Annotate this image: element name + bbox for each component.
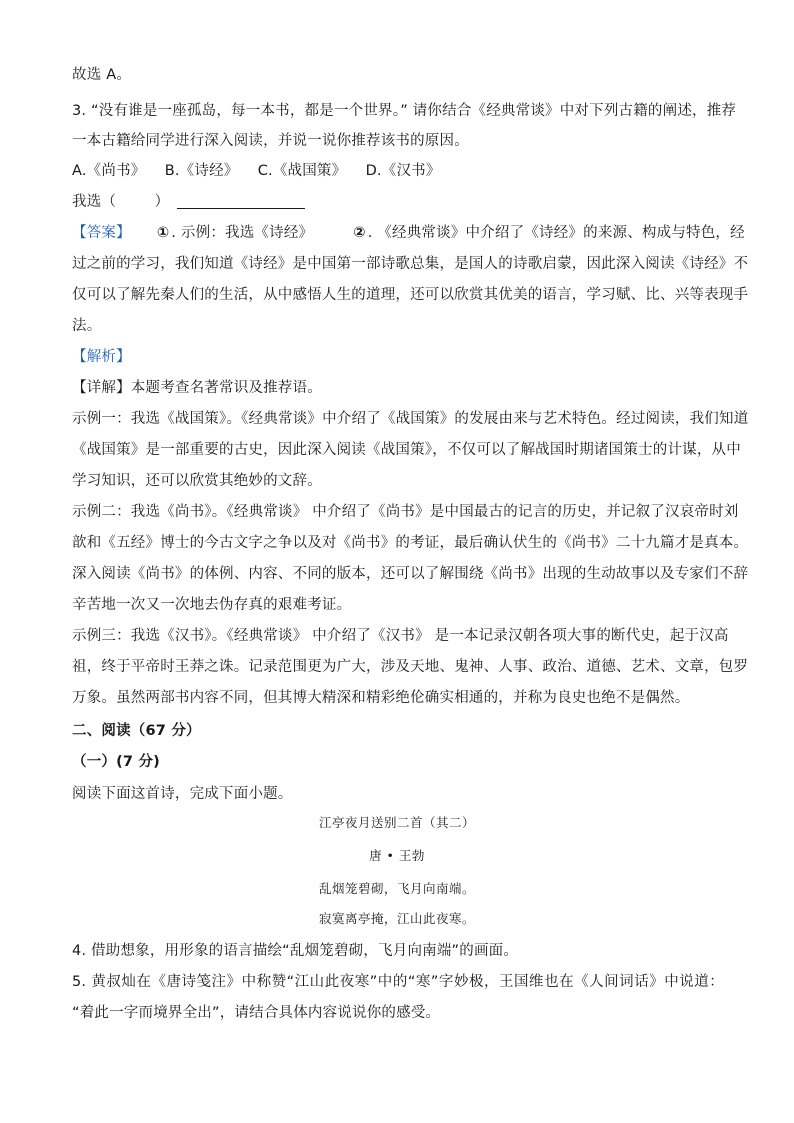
answer-line: 法。: [72, 318, 102, 334]
example-3-line: 祖，终于平帝时王莽之诛。记录范围更为广大，涉及天地、鬼神、人事、政治、道德、艺术、文章，包罗: [72, 659, 749, 675]
answer-label: 【答案】: [72, 225, 131, 241]
example-1-line: 《战国策》是一部重要的古史，因此深入阅读《战国策》，不仅可以了解战国时期诸国策士的计谋，从中: [72, 442, 741, 458]
example-2-line: 深入阅读《尚书》的体例、内容、不同的版本，还可以了解围绕《尚书》出现的生动故事以及专家们不辞: [72, 566, 749, 582]
example-3-line: 万象。虽然两部书内容不同，但其博大精深和精彩绝伦确实相通的，并称为良史也绝不是偶然。: [72, 690, 690, 706]
poem-title: 江亭夜月送别二首（其二）: [318, 815, 475, 830]
answer-part-1: . 示例：我选《诗经》: [171, 225, 314, 241]
choice-prefix: 我选（ ）: [72, 194, 170, 210]
example-2-line: 辛苦地一次又一次地去伪存真的艰难考证。: [72, 597, 352, 613]
poem-author: 唐 • 王勃: [369, 848, 425, 863]
subsection-heading: （一）(7 分): [72, 754, 160, 770]
text-line: 故选 A。: [72, 67, 132, 83]
question-3-line: 一本古籍给同学进行深入阅读，并说一说你推荐该书的原因。: [72, 133, 469, 149]
detail-line: 【详解】本题考查名著常识及推荐语。: [72, 380, 322, 396]
analysis-label: 【解析】: [72, 349, 131, 365]
answer-line: [72, 218, 745, 249]
example-3-line: 示例三：我选《汉书》。《经典常谈》 中介绍了《汉书》 是一本记录汉朝各项大事的断代史，起于汉高: [72, 628, 729, 644]
answer-number-2: ②: [353, 225, 366, 241]
question-4: 4. 借助想象，用形象的语言描绘“乱烟笼碧砌，飞月向南端”的画面。: [72, 943, 519, 959]
example-2-line: 歆和《五经》博士的今古文字之争以及对《尚书》的考证，最后确认伏生的《尚书》二十九篇才是真本。: [72, 535, 749, 551]
section-heading: 二、阅读（67 分）: [72, 723, 201, 739]
poem-line: 乱烟笼碧砌，飞月向南端。: [318, 881, 475, 896]
question-3-line: 3. “没有谁是一座孤岛，每一本书，都是一个世界。” 请你结合《经典常谈》中对下列古籍的阐述，推荐: [72, 103, 737, 119]
poem-line: 寂寞离亭掩，江山此夜寒。: [318, 911, 475, 926]
answer-number-1: ①: [156, 225, 170, 241]
answer-blank: [177, 192, 305, 209]
answer-line: 过之前的学习，我们知道《诗经》是中国第一部诗歌总集，是国人的诗歌启蒙，因此深入阅读《诗经》不: [72, 256, 749, 272]
example-1-line: 学习知识，还可以欣赏其绝妙的文辞。: [72, 473, 322, 489]
reading-instruction: 阅读下面这首诗，完成下面小题。: [72, 786, 293, 802]
question-5-line: “着此一字而境界全出”，请结合具体内容说说你的感受。: [72, 1005, 441, 1021]
answer-part-2: . 《经典常谈》中介绍了《诗经》的来源、构成与特色，经: [367, 225, 745, 241]
answer-choice-line: [72, 187, 724, 218]
example-2-line: 示例二：我选《尚书》。《经典常谈》 中介绍了《尚书》是中国最古的记言的历史，并记叙了汉哀帝时刘: [72, 504, 739, 520]
question-5-line: 5. 黄叔灿在《唐诗笺注》中称赞“江山此夜寒”中的“寒”字妙极，王国维也在《人间词话》中说道：: [72, 974, 724, 990]
answer-line: 仅可以了解先秦人们的生活，从中感悟人生的道理，还可以欣赏其优美的语言，学习赋、比、兴等表现手: [72, 287, 749, 303]
question-options: A.《尚书》 B.《诗经》 C.《战国策》 D.《汉书》: [72, 163, 441, 179]
example-1-line: 示例一：我选《战国策》。《经典常谈》中介绍了《战国策》的发展由来与艺术特色。经过阅读，我们知道: [72, 411, 749, 427]
